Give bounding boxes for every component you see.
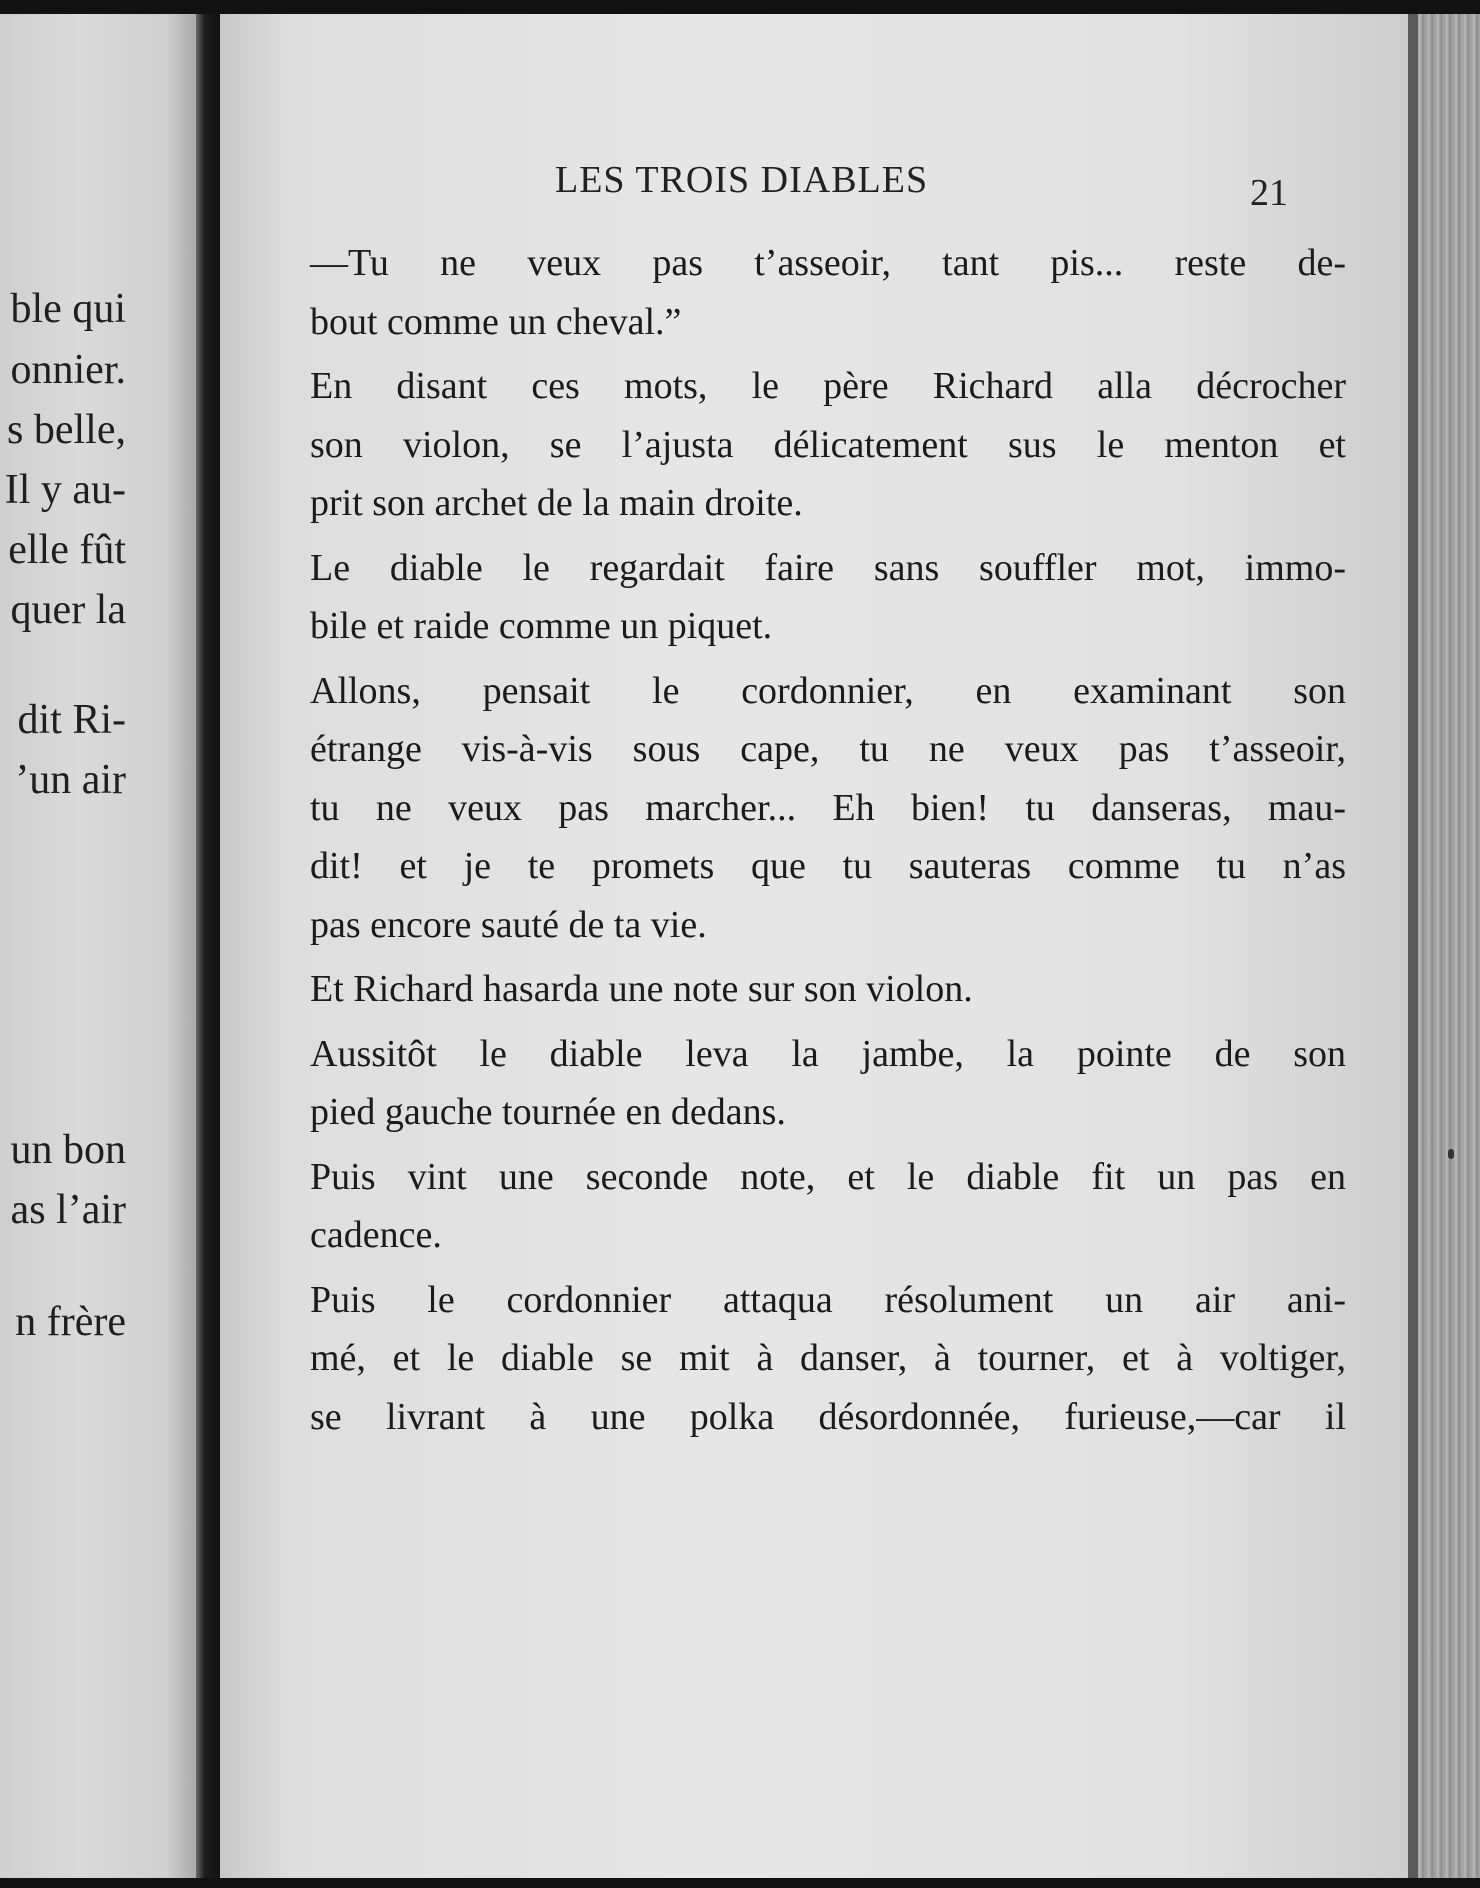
text-line: se livrant à une polka désordonnée, furieuse,—car il	[310, 1395, 1346, 1438]
text-line: Puis vint une seconde note, et le diable fit un pas en	[310, 1155, 1346, 1198]
text-line: mé, et le diable se mit à danser, à tourner, et à voltiger,	[310, 1337, 1346, 1379]
paragraph	[268, 539, 1346, 656]
page-number: 21	[1250, 172, 1288, 214]
text-line: prit son archet de la main droite.	[310, 482, 803, 524]
left-page-line: ble qui	[10, 286, 126, 332]
left-page-line: as l’air	[10, 1187, 126, 1233]
left-page-line: n frère	[15, 1299, 126, 1345]
text-line: étrange vis-à-vis sous cape, tu ne veux pas t’asseoir,	[310, 728, 1346, 770]
text-line: Et Richard hasarda une note sur son violon.	[310, 968, 973, 1010]
left-page-line: quer la	[10, 587, 126, 633]
text-line: En disant ces mots, le père Richard alla décrocher	[310, 365, 1346, 407]
left-page-line: dit Ri-	[17, 697, 126, 743]
text-line: Le diable le regardait faire sans souffler mot, immo-	[310, 546, 1346, 589]
text-line: tu ne veux pas marcher... Eh bien! tu danseras, mau-	[310, 786, 1346, 829]
book-page	[220, 14, 1408, 1880]
paragraph	[268, 1025, 1346, 1142]
book-gutter-shadow	[196, 14, 220, 1880]
text-line: dit! et je te promets que tu sauteras comme tu n’as	[310, 845, 1346, 887]
text-line: Puis le cordonnier attaqua résolument un air ani-	[310, 1278, 1346, 1321]
left-page-line: elle fût	[8, 527, 126, 573]
left-page-line: Il y au-	[4, 467, 126, 513]
paragraph	[268, 357, 1346, 533]
previous-page-fragment	[0, 14, 196, 1880]
text-line: pas encore sauté de ta vie.	[310, 903, 707, 946]
body-text	[268, 234, 1346, 1452]
page-edge-stack	[1408, 14, 1480, 1880]
paragraph	[268, 960, 1346, 1019]
scan-top-border	[0, 0, 1480, 14]
text-line: son violon, se l’ajusta délicatement sus le menton et	[310, 423, 1346, 466]
running-head: LES TROIS DIABLES	[555, 159, 929, 201]
page-edge-shadow	[1408, 14, 1418, 1880]
text-line: bout comme un cheval.”	[310, 300, 682, 343]
paragraph	[268, 662, 1346, 955]
text-line: bile et raide comme un piquet.	[310, 605, 773, 647]
text-line: pied gauche tournée en dedans.	[310, 1091, 786, 1133]
scan-speck	[1448, 1149, 1454, 1159]
paragraph	[268, 1148, 1346, 1265]
scan-bottom-border	[0, 1878, 1480, 1888]
paragraph	[268, 1271, 1346, 1447]
paragraph	[268, 234, 1346, 351]
text-line: Allons, pensait le cordonnier, en examinant son	[310, 669, 1346, 712]
text-line: —Tu ne veux pas t’asseoir, tant pis... reste de-	[310, 242, 1346, 284]
left-page-line: un bon	[10, 1127, 126, 1173]
text-line: cadence.	[310, 1214, 442, 1256]
left-page-line: onnier.	[10, 347, 126, 393]
text-line: Aussitôt le diable leva la jambe, la pointe de son	[310, 1032, 1346, 1075]
left-page-line: ’un air	[15, 757, 126, 803]
left-page-line: s belle,	[7, 407, 126, 453]
